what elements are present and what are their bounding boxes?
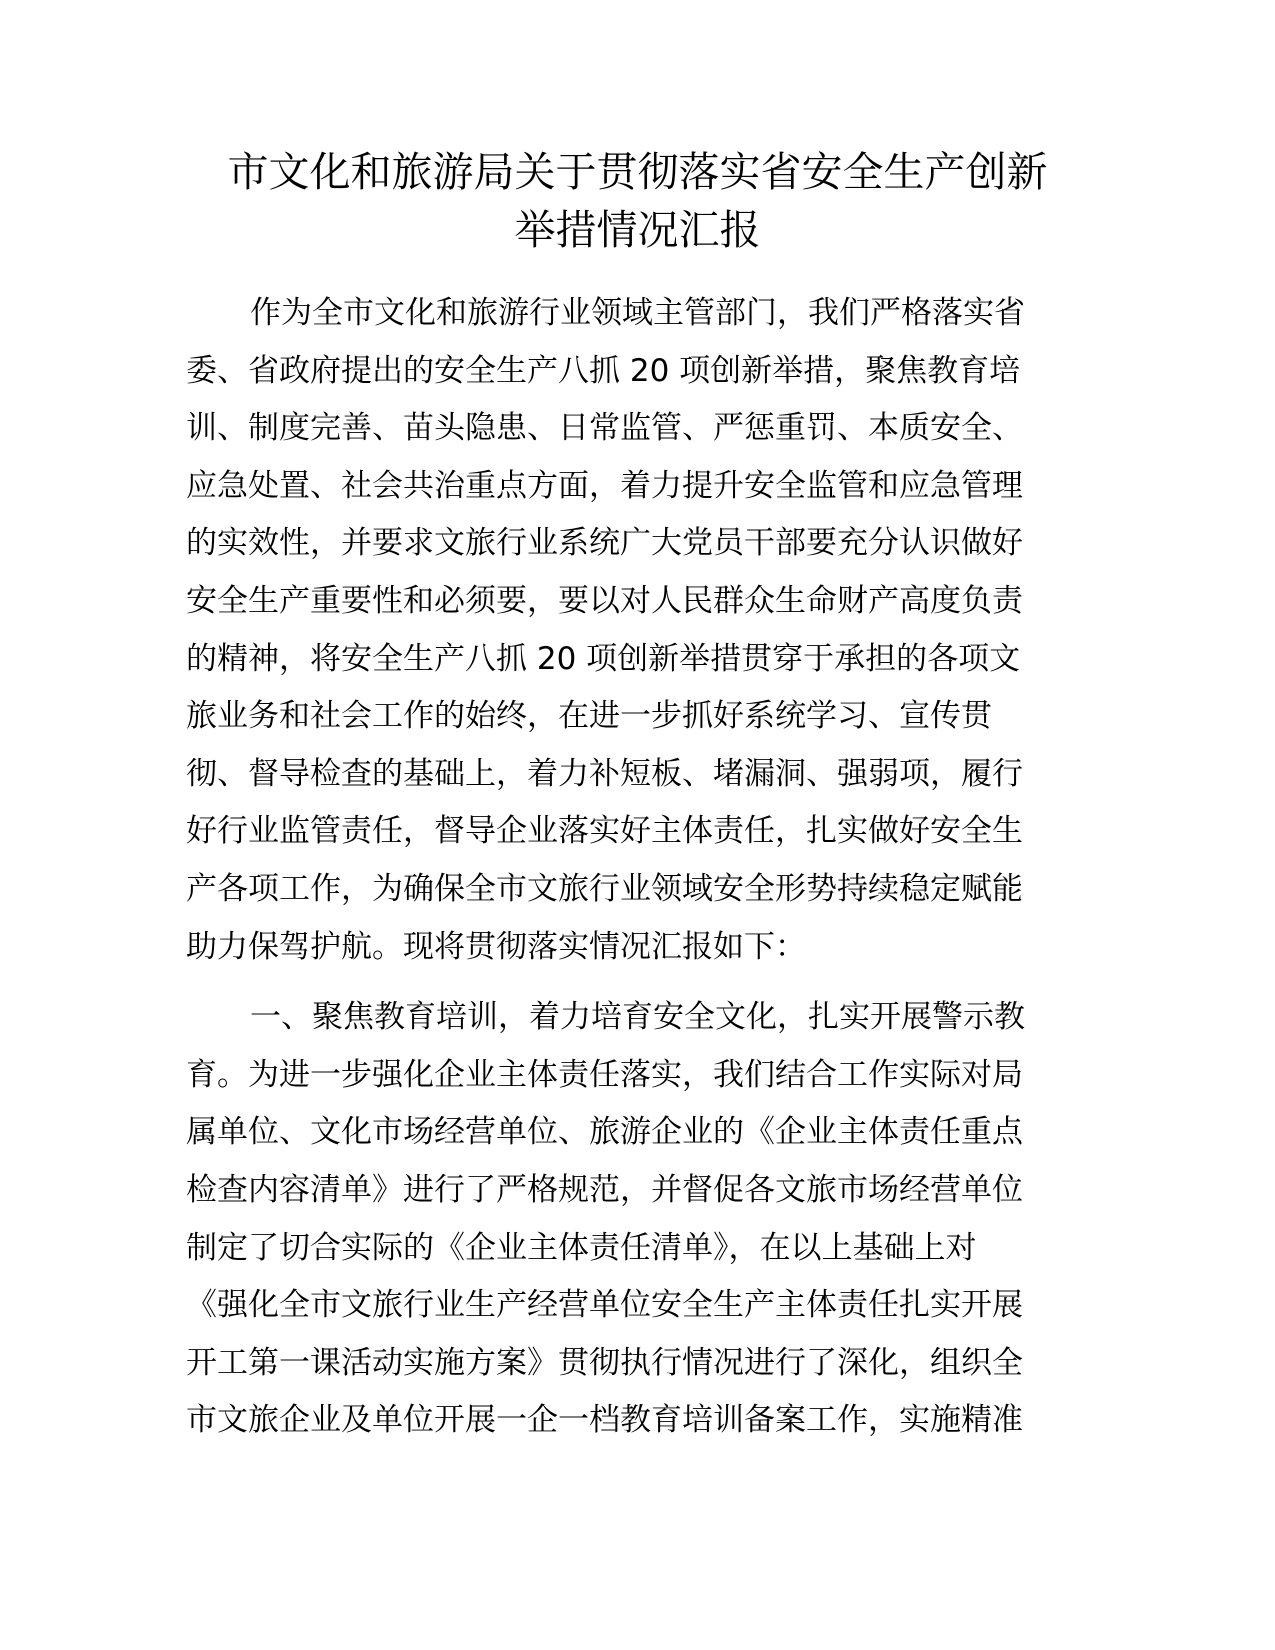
document-body	[186, 285, 1091, 1450]
text-line: 助力保驾护航。现将贯彻落实情况汇报如下：	[186, 928, 806, 965]
text-line: 的实效性，并要求文旅行业系统广大党员干部要充分认识做好	[186, 525, 1023, 562]
text-line: 安全生产重要性和必须要，要以对人民群众生命财产高度负责	[186, 582, 1023, 619]
text-line: 一、聚焦教育培训，着力培育安全文化，扎实开展警示教	[250, 999, 1025, 1036]
intro-paragraph	[186, 285, 1091, 976]
text-line: 的精神，将安全生产八抓 20 项创新举措贯穿于承担的各项文	[186, 640, 1021, 677]
text-line: 制定了切合实际的《企业主体责任清单》，在以上基础上对	[186, 1229, 977, 1266]
section-one-paragraph	[186, 989, 1091, 1450]
text-line: 应急处置、社会共治重点方面，着力提升安全监管和应急管理	[186, 467, 1023, 504]
text-line: 市文旅企业及单位开展一企一档教育培训备案工作，实施精准	[186, 1402, 1023, 1439]
text-line: 《强化全市文旅行业生产经营单位安全生产主体责任扎实开展	[186, 1287, 1023, 1324]
text-line: 育。为进一步强化企业主体责任落实，我们结合工作实际对局	[186, 1056, 1023, 1093]
text-line: 委、省政府提出的安全生产八抓 20 项创新举措，聚焦教育培	[186, 352, 1021, 389]
text-line: 好行业监管责任，督导企业落实好主体责任，扎实做好安全生	[186, 813, 1023, 850]
text-line: 作为全市文化和旅游行业领域主管部门，我们严格落实省	[250, 295, 1025, 331]
title-line: 举措情况汇报	[514, 206, 761, 254]
text-line: 检查内容清单》进行了严格规范，并督促各文旅市场经营单位	[186, 1171, 1023, 1208]
text-line: 开工第一课活动实施方案》贯彻执行情况进行了深化，组织全	[186, 1344, 1023, 1381]
title-line: 市文化和旅游局关于贯彻落实省安全生产创新	[227, 148, 1048, 196]
text-line: 训、制度完善、苗头隐患、日常监管、严惩重罚、本质安全、	[186, 410, 1023, 447]
text-line: 彻、督导检查的基础上，着力补短板、堵漏洞、强弱项，履行	[186, 755, 1023, 792]
text-line: 旅业务和社会工作的始终，在进一步抓好系统学习、宣传贯	[186, 698, 992, 735]
text-line: 属单位、文化市场经营单位、旅游企业的《企业主体责任重点	[186, 1114, 1023, 1151]
text-line: 产各项工作，为确保全市文旅行业领域安全形势持续稳定赋能	[186, 870, 1023, 907]
document-title	[180, 143, 1095, 259]
